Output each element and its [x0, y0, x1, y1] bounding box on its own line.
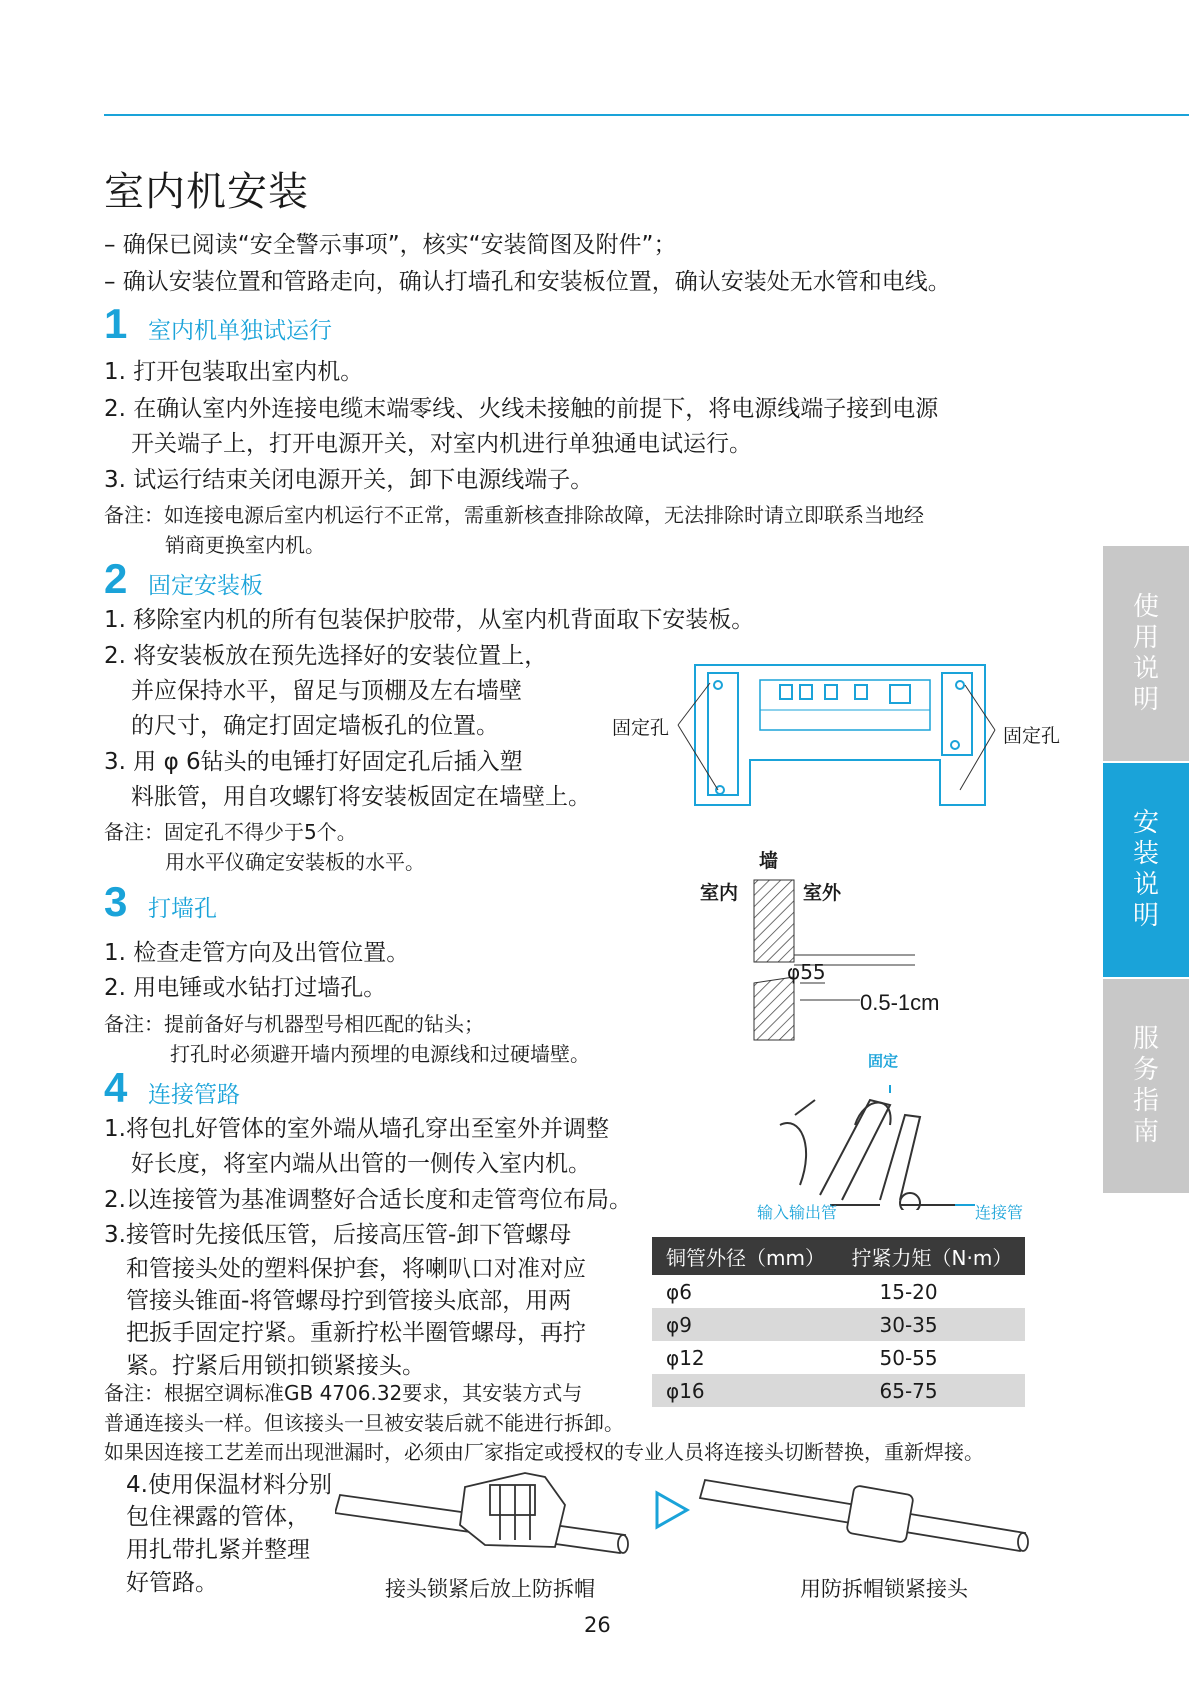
tab-char: 安: [1132, 808, 1159, 838]
text-line: 并应保持水平，留足与顶棚及左右墙壁: [131, 678, 522, 704]
table-cell: 30-35: [838, 1308, 1025, 1341]
text-line: 好长度，将室内端从出管的一侧传入室内机。: [131, 1151, 591, 1177]
caption-left: 接头锁紧后放上防拆帽: [385, 1577, 595, 1601]
section-label: 连接管路: [148, 1082, 240, 1108]
table-header-row: [652, 1237, 1025, 1275]
slope-label: 0.5-1cm: [860, 990, 940, 1015]
section-heading: [104, 878, 217, 926]
conn-pipe-label: 连接管: [975, 1203, 1024, 1222]
wall-label: 墙: [759, 850, 779, 872]
text-line: 的尺寸，确定打固定墙板孔的位置。: [131, 713, 499, 739]
text-line: 开关端子上，打开电源开关，对室内机进行单独通电试运行。: [131, 431, 752, 457]
header-rule: [104, 114, 1189, 116]
note-line: 销商更换室内机。: [165, 533, 325, 557]
tab-char: 说: [1132, 653, 1159, 684]
tab-char: 南: [1132, 1117, 1159, 1147]
tab-char: 使: [1132, 591, 1159, 622]
text-line: 包住裸露的管体，: [126, 1504, 310, 1530]
page-title: 室内机安装: [104, 169, 309, 215]
tab-char: 明: [1132, 684, 1159, 715]
section-heading: [104, 555, 263, 603]
text-line: 1. 移除室内机的所有包装保护胶带，从室内机背面取下安装板。: [104, 607, 755, 633]
note-line: 用水平仪确定安装板的水平。: [165, 850, 425, 874]
tab-char: 说: [1132, 870, 1159, 900]
note-line: 备注：提前备好与机器型号相匹配的钻头；: [104, 1012, 484, 1036]
section-heading: [104, 300, 332, 348]
note-line: 普通连接头一样。但该接头一旦被安装后就不能进行拆卸。: [104, 1411, 624, 1435]
tab-char: 服: [1132, 1024, 1159, 1054]
header-cell: 拧紧力矩（N·m）: [838, 1237, 1025, 1275]
section-label: 室内机单独试运行: [148, 318, 332, 344]
text-line: 2.以连接管为基准调整好合适长度和走管弯位布局。: [104, 1187, 632, 1213]
header-cell: 铜管外径（mm）: [652, 1237, 838, 1275]
intro-line: – 确保已阅读“安全警示事项”，核实“安装简图及附件”；: [104, 232, 677, 258]
text-line: 2. 将安装板放在预先选择好的安装位置上，: [104, 643, 548, 669]
text-line: 2. 在确认室内外连接电缆末端零线、火线未接触的前提下，将电源线端子接到电源: [104, 396, 939, 422]
text-line: 3. 用 φ 6钻头的电锤打好固定孔后插入塑: [104, 749, 523, 775]
text-line: 好管路。: [126, 1570, 218, 1596]
text-line: 管接头锥面-将管螺母拧到管接头底部，用两: [126, 1288, 572, 1314]
table-row: [652, 1374, 1025, 1407]
tab-char: 指: [1132, 1086, 1159, 1116]
intro-line: – 确认安装位置和管路走向，确认打墙孔和安装板位置，确认安装处无水管和电线。: [104, 269, 951, 295]
tab-char: 明: [1132, 901, 1159, 931]
table-cell: 65-75: [838, 1374, 1025, 1407]
section-heading: [104, 1064, 240, 1112]
table-cell: φ6: [666, 1279, 692, 1304]
plate-label-right: 固定孔: [1003, 725, 1061, 747]
note-line: 备注：根据空调标准GB 4706.32要求，其安装方式与: [104, 1381, 583, 1405]
plate-label-left: 固定孔: [612, 717, 670, 739]
table-cell: 15-20: [879, 1279, 938, 1304]
text-line: 1.将包扎好管体的室外端从墙孔穿出至室外并调整: [104, 1116, 609, 1142]
text-line: 1. 打开包装取出室内机。: [104, 359, 364, 385]
text-line: 把扳手固定拧紧。重新拧松半圈管螺母，再拧: [126, 1320, 586, 1346]
indoor-label: 室内: [700, 882, 739, 904]
section-number: 4: [104, 1064, 128, 1111]
table-cell: 50-55: [879, 1345, 938, 1370]
section-label: 打墙孔: [148, 896, 217, 922]
text-line: 和管接头处的塑料保护套，将喇叭口对准对应: [126, 1256, 586, 1282]
table-cell: φ16: [652, 1374, 838, 1407]
tab-usage-guide[interactable]: [1103, 546, 1189, 761]
text-line: 料胀管，用自攻螺钉将安装板固定在墙壁上。: [131, 784, 591, 810]
table-row: [652, 1308, 1025, 1341]
diameter-label: φ55: [787, 960, 826, 984]
pipe-joint-figures: [335, 1465, 1035, 1565]
table-cell: φ9: [652, 1308, 838, 1341]
text-line: 用扎带扎紧并整理: [126, 1537, 310, 1563]
tab-char: 装: [1132, 839, 1159, 869]
section-number: 3: [104, 878, 128, 925]
tab-char: 务: [1132, 1055, 1159, 1085]
wrench-figure: [760, 1075, 1020, 1210]
torque-table: [652, 1237, 1025, 1407]
table-cell: φ12: [666, 1345, 705, 1370]
tab-service-guide[interactable]: [1103, 979, 1189, 1193]
text-line: 2. 用电锤或水钻打过墙孔。: [104, 975, 387, 1001]
tab-install-guide[interactable]: [1103, 763, 1189, 977]
note-line: 备注：固定孔不得少于5个。: [104, 820, 357, 844]
note-line: 打孔时必须避开墙内预埋的电源线和过硬墙壁。: [170, 1042, 590, 1066]
text-line: 3.接管时先接低压管，后接高压管-卸下管螺母: [104, 1222, 572, 1248]
fix-label: 固定: [868, 1052, 899, 1070]
text-line: 1. 检查走管方向及出管位置。: [104, 940, 410, 966]
section-number: 2: [104, 555, 128, 602]
note-line: 如果因连接工艺差而出现泄漏时，必须由厂家指定或授权的专业人员将连接头切断替换，重新焊接。: [104, 1440, 984, 1464]
section-label: 固定安装板: [148, 573, 263, 599]
page-number: 26: [584, 1613, 611, 1637]
tab-char: 用: [1132, 622, 1159, 653]
caption-right: 用防拆帽锁紧接头: [800, 1577, 968, 1601]
io-pipe-label: 输入输出管: [757, 1203, 838, 1222]
text-line: 4.使用保温材料分别: [126, 1472, 332, 1498]
text-line: 3. 试运行结束关闭电源开关，卸下电源线端子。: [104, 467, 594, 493]
text-line: 紧。拧紧后用锁扣锁紧接头。: [126, 1353, 425, 1379]
table-row: [652, 1275, 1025, 1308]
section-number: 1: [104, 300, 128, 347]
note-line: 备注：如连接电源后室内机运行不正常，需重新核查排除故障，无法排除时请立即联系当地经: [104, 503, 924, 527]
outdoor-label: 室外: [803, 882, 842, 904]
table-row: [652, 1341, 1025, 1374]
